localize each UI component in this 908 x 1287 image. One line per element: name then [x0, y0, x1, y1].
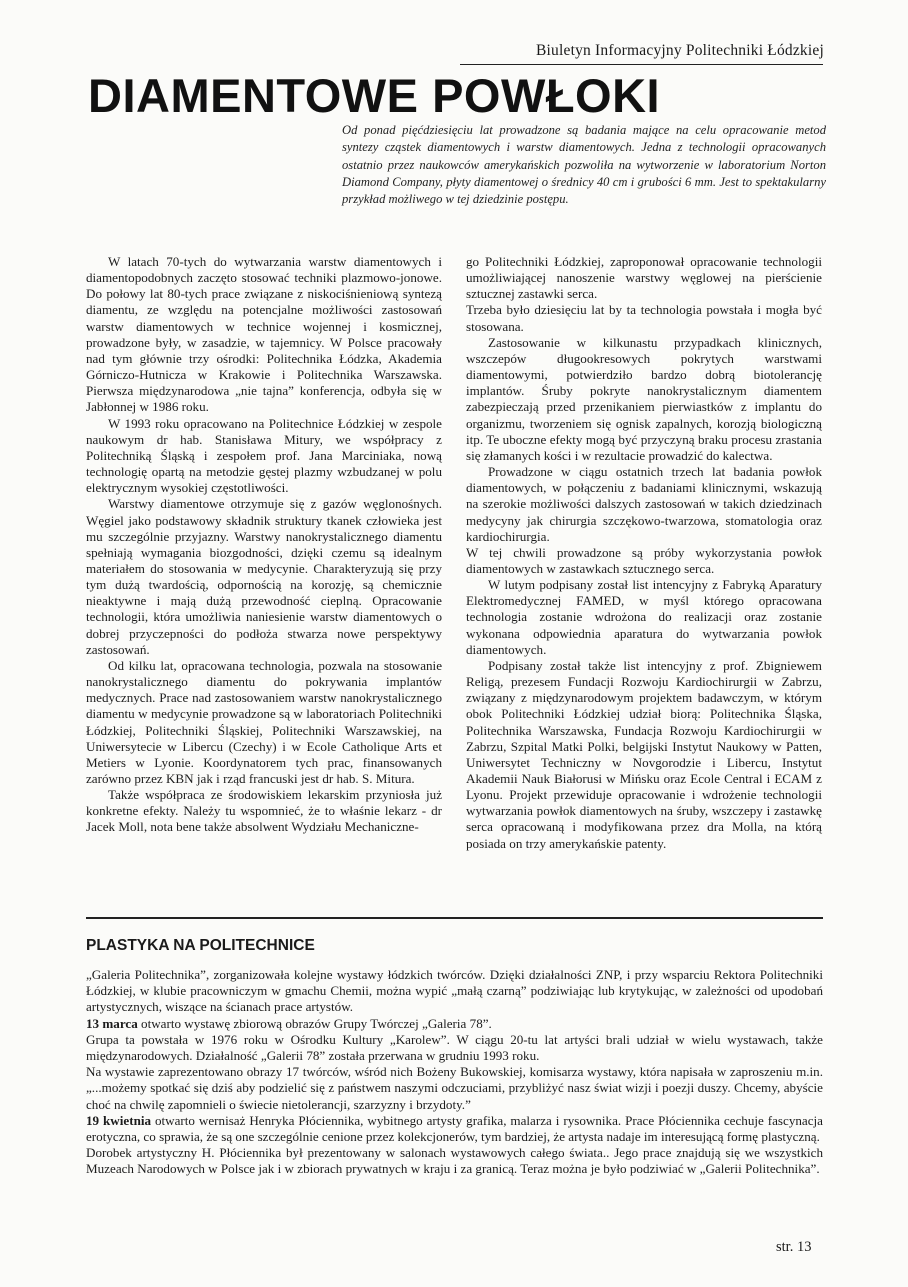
paragraph: W lutym podpisany został list intencyjny z Fabryką Aparatury Elektromedycznej FAMED, w myśl którego opracowana technologia zostanie wdrożona do realizacji oraz zostanie wykonana odpowiednia aparatura do wytwarzania powłok diamentowych.: [466, 577, 822, 657]
date-label: 13 marca: [86, 1015, 138, 1031]
paragraph-text: otwarto wystawę zbiorową obrazów Grupy Twórczej „Galeria 78”.: [137, 1015, 492, 1031]
paragraph: Na wystawie zaprezentowano obrazy 17 twórców, wśród nich Bożeny Bukowskiej, komisarza wystawy, która napisała w zaproszeniu m.in. „...możemy spotkać się dziś aby podzielić się z państwem naszymi odczuciami, przybliżyć nasz świat wizji i poezji duszy. Chcemy, abyście choć na chwilę zapomnieli o świecie nietolerancji, szarzyzny i brzydoty.”: [86, 1064, 823, 1112]
article-lead: Od ponad pięćdziesięciu lat prowadzone są badania mające na celu opracowanie metod syntezy cząstek diamentowych i warstw diamentowych. Jedna z technologii opracowanych ostatnio przez naukowców amerykańskich pozwoliła na wytworzenie w laboratorium Norton Diamond Company, płyty diamentowej o średnicy 40 cm i grubości 6 mm. Jest to spektakularny przykład możliwego w tej dziedzinie postępu.: [342, 123, 826, 207]
paragraph: Dorobek artystyczny H. Płóciennika był prezentowany w salonach wystawowych całego świata.. Jego prace znajdują się we wszystkich Muzeach Narodowych w Polsce jak i w zbiorach prywatnych w kraju i za granicą. Teraz można je było podziwiać w „Galerii Politechnika”.: [86, 1145, 823, 1177]
journal-header: Biuletyn Informacyjny Politechniki Łódzkiej: [536, 42, 824, 59]
paragraph: Także współpraca ze środowiskiem lekarskim przyniosła już konkretne efekty. Należy tu wspomnieć, że to właśnie lekarz - dr Jacek Moll, nota bene także absolwent Wydziału Mechaniczne-: [86, 787, 442, 835]
paragraph: Prowadzone w ciągu ostatnich trzech lat badania powłok diamentowych, w połączeniu z badaniami klinicznymi, wskazują na szerokie możliwości dalszych zastosowań w takich dziedzinach medycyny jak chirurgia szczękowo-twarzowa, stomatologia oraz kardiochirurgia.: [466, 464, 822, 544]
article-title: DIAMENTOWE POWŁOKI: [88, 69, 661, 122]
paragraph: [86, 1016, 823, 1032]
paragraph-text: otwarto wernisaż Henryka Płóciennika, wybitnego artysty grafika, malarza i rysownika. Prace Płóciennika cechuje fascynacja erotyczna, co sprawia, że są one szczególnie cenione przez kolekcjonerów, tym bardziej, że artysta nadaje im interesującą formę plastyczną.: [86, 1112, 823, 1145]
right-column: [466, 254, 822, 852]
paragraph: Podpisany został także list intencyjny z prof. Zbigniewem Religą, prezesem Fundacji Rozwoju Kardiochirurgii w Zabrzu, związany z międzynarodowym projektem badawczym, w którym obok Politechniki Łódzkiej udział biorą: Politechnika Śląska, Politechnika Warszawska, Fundacja Rozwoju Kardiochirurgii w Zabrzu, Szpital Matki Polki, belgijski Instytut Naukowy w Patten, Uniwersytet Techniczny w Novgorodzie i Libercu, Instytut Akademii Nauk Białorusi w Mińsku oraz Ecole Central i ECAM z Lyonu. Projekt przewiduje opracowanie i wdrożenie technologii wytwarzania powłok diamentowych na śruby, wszczepy i zastawkę serca opracowaną i modyfikowana przez dra Molla, na którą posiada on trzy amerykańskie patenty.: [466, 657, 822, 851]
header-rule: [460, 64, 823, 65]
left-column: [86, 254, 442, 836]
paragraph: W 1993 roku opracowano na Politechnice Łódzkiej w zespole naukowym dr hab. Stanisława Mitury, we współpracy z Politechniką Śląską i zespołem prof. Jana Marciniaka, nową technologię opartą na metodzie gęstej plazmy wzbudzanej w polu elektrycznym wysokiej częstotliwości.: [86, 415, 442, 496]
paragraph: Od kilku lat, opracowana technologia, pozwala na stosowanie nanokrystalicznego diamentu do pokrywania implantów medycznych. Prace nad zastosowaniem warstw nanokrystalicznego diamentu w medycynie prowadzone są w laboratoriach Politechniki Łódzkiej, Politechniki Śląskiej, Politechniki Warszawskiej, na Uniwersytecie w Libercu (Czechy) i w Ecole Catholique Arts et Metiers w Lyonie. Koordynatorem tych prac, finansowanych zarówno przez KBN jak i rząd francuski jest dr hab. S. Mitura.: [86, 657, 442, 786]
paragraph: Zastosowanie w kilkunastu przypadkach klinicznych, wszczepów długookresowych pokrytych warstwami diamentowymi, potwierdziło bardzo dobrą biotolerancję implantów. Śruby pokryte nanokrystalicznym diamentem zabezpieczają przed przenikaniem pierwiastków z implantu do organizmu, tworzeniem się ognisk zapalnych, korozją biologiczną itp. Te uboczne efekty mogą być przyczyną braku procesu zrastania się złamanych kości i w rezultacie prowadzić do kalectwa.: [466, 334, 822, 463]
paragraph: „Galeria Politechnika”, zorganizowała kolejne wystawy łódzkich twórców. Dzięki działalności ZNP, i przy wsparciu Rektora Politechniki Łódzkiej, w klubie pracowniczym w gmachu Chemii, można wypić „małą czarną” podziwiając lub krytykując, w zależności od upodobań artystycznych, wiszące na ścianach prace artystów.: [86, 967, 823, 1015]
paragraph: W latach 70-tych do wytwarzania warstw diamentowych i diamentopodobnych zaczęto stosować techniki plazmowo-jonowe. Do połowy lat 80-tych prace związane z niskociśnieniową syntezą diamentu, ze względu na potencjalne możliwości zastosowań warstw diamentowych w technice wojennej i kosmicznej, prowadzone były, w zasadzie, w tajemnicy. W Polsce pracowały nad tym głównie trzy ośrodki: Politechnika Łódzka, Akademia Górniczo-Hutnicza w Krakowie i Politechnika Warszawska. Pierwsza międzynarodowa „nie tajna” konferencja, odbyła się w Jabłonnej w 1986 roku.: [86, 254, 442, 415]
paragraph: [86, 1113, 823, 1145]
paragraph: Warstwy diamentowe otrzymuje się z gazów węglonośnych. Węgiel jako podstawowy składnik struktury tkanek człowieka jest mu szczególnie przyjazny. Warstwy nanokrystalicznego diamentu spełniają wymagania biozgodności, dzięki czemu są idealnym materiałem do stosowania w medycynie. Charakteryzują się przy tym dużą twardością, odpornością na korozję, są chemicznie nieaktywne i mają dużą przewodność cieplną. Opracowanie technologii, która umożliwia naniesienie warstw diamentowych o dobrej przyczepności do podłoża stwarza nowe perspektywy zastosowań.: [86, 496, 442, 657]
paragraph: Grupa ta powstała w 1976 roku w Ośrodku Kultury „Karolew”. W ciągu 20-tu lat artyści brali udział w wielu wystawach, także międzynarodowych. Działalność „Galerii 78” została przerwana w grudniu 1993 roku.: [86, 1031, 823, 1064]
paragraph: Trzeba było dziesięciu lat by ta technologia powstała i mogła być stosowana.: [466, 302, 822, 334]
section-body: [86, 967, 823, 1178]
section-title: PLASTYKA NA POLITECHNICE: [86, 937, 315, 954]
paragraph: W tej chwili prowadzone są próby wykorzystania powłok diamentowych w zastawkach sztucznego serca.: [466, 544, 822, 576]
date-label: 19 kwietnia: [86, 1112, 152, 1128]
section-rule: [86, 917, 823, 919]
paragraph: go Politechniki Łódzkiej, zaproponował opracowanie technologii umożliwiającej nanoszenie warstwy węglowej na pierścienie sztucznej zastawki serca.: [466, 254, 822, 302]
page-number: str. 13: [776, 1239, 812, 1255]
